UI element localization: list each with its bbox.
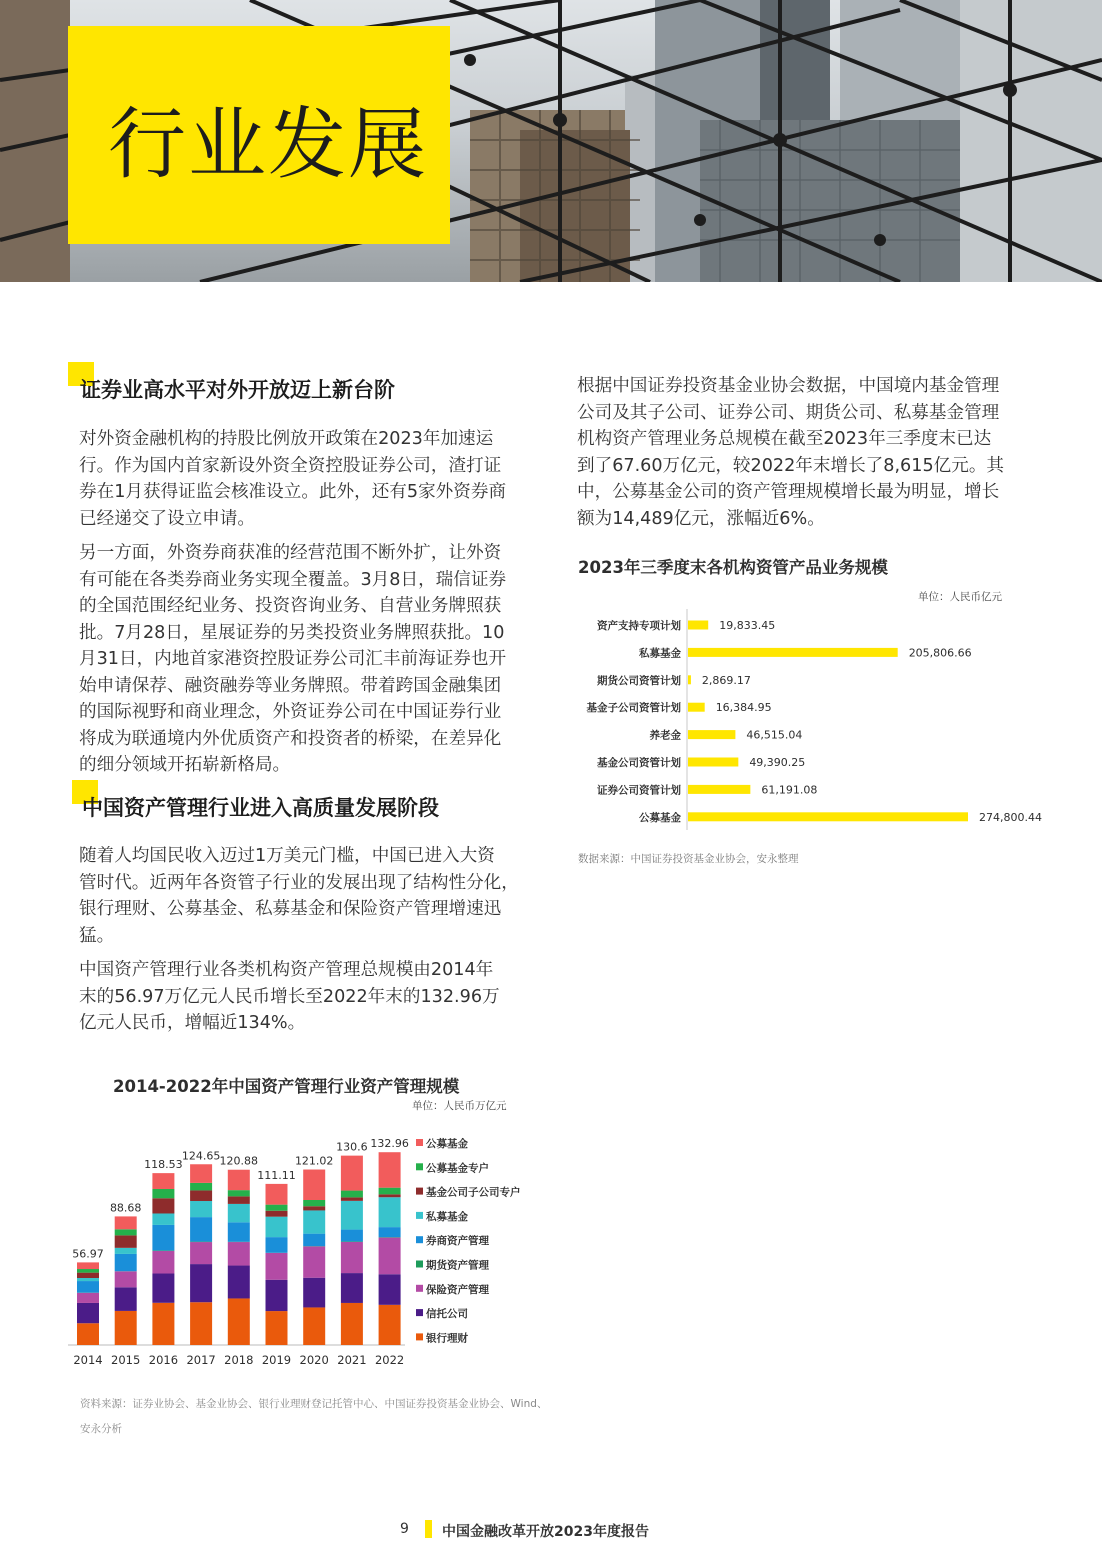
legend-label: 银行理财 bbox=[426, 1332, 468, 1345]
data-label: 49,390.25 bbox=[749, 756, 806, 769]
data-label: 46,515.04 bbox=[746, 728, 803, 742]
bar-segment bbox=[379, 1305, 401, 1345]
x-tick-label: 2016 bbox=[148, 1353, 179, 1367]
chart-unit: 单位：人民币万亿元 bbox=[412, 1100, 507, 1112]
bar-segment bbox=[190, 1302, 212, 1345]
bar-segment bbox=[190, 1201, 212, 1217]
bar-segment bbox=[190, 1190, 212, 1201]
bar-segment bbox=[341, 1303, 363, 1345]
text-line: 的细分领域开拓崭新格局。 bbox=[79, 755, 291, 775]
paragraph bbox=[79, 957, 539, 1037]
text-line: 根据中国证券投资基金业协会数据，中国境内基金管理 bbox=[577, 376, 1000, 396]
legend-swatch bbox=[416, 1309, 423, 1316]
text-line: 批。7月28日，星展证券的另类投资业务牌照获批。10 bbox=[79, 622, 505, 643]
text-line: 行。作为国内首家新设外资全资控股证券公司，渣打证 bbox=[79, 455, 502, 476]
x-tick-label: 2019 bbox=[261, 1353, 292, 1367]
bar-segment bbox=[228, 1170, 250, 1190]
bar-segment bbox=[152, 1274, 174, 1303]
bar-segment bbox=[228, 1222, 250, 1241]
text-line: 猛。 bbox=[79, 925, 115, 946]
bar-segment bbox=[115, 1271, 137, 1287]
footer-accent-bar bbox=[425, 1520, 432, 1538]
data-label: 16,384.95 bbox=[715, 701, 772, 715]
x-tick-label: 2015 bbox=[111, 1353, 141, 1367]
bar-segment bbox=[190, 1164, 212, 1183]
bar-segment bbox=[190, 1264, 212, 1302]
legend-label: 信托公司 bbox=[426, 1308, 468, 1321]
bar bbox=[688, 621, 708, 630]
bar-segment bbox=[266, 1237, 288, 1253]
chart-source: 资料来源：证券业协会、基金业协会、银行业理财登记托管中心、中国证券投资基金业协会、Wind、安永分析 bbox=[80, 1398, 548, 1435]
bar-segment bbox=[77, 1323, 99, 1345]
bar-segment bbox=[379, 1238, 401, 1275]
bar-segment bbox=[115, 1235, 137, 1247]
legend-swatch bbox=[416, 1285, 423, 1292]
bar bbox=[688, 675, 691, 684]
stacked-bar-chart bbox=[60, 1110, 540, 1380]
bar-segment bbox=[152, 1198, 174, 1213]
page-number: 9 bbox=[400, 1521, 409, 1537]
category-label: 基金子公司资管计划 bbox=[586, 702, 681, 715]
text-line: 管时代。近两年各资管子行业的发展出现了结构性分化， bbox=[79, 872, 519, 893]
text-line: 始申请保荐、融资融券等业务牌照。带着跨国金融集团 bbox=[79, 675, 502, 696]
x-tick-label: 2018 bbox=[224, 1353, 254, 1367]
bar-segment bbox=[266, 1211, 288, 1217]
category-label: 私募基金 bbox=[639, 647, 681, 660]
title-highlight-box bbox=[68, 26, 450, 244]
bar-segment bbox=[341, 1197, 363, 1200]
bar-segment bbox=[341, 1191, 363, 1198]
category-label: 资产支持专项计划 bbox=[597, 620, 681, 632]
bar-segment bbox=[379, 1188, 401, 1195]
total-label: 121.02 bbox=[294, 1154, 334, 1168]
hero-banner bbox=[0, 0, 1102, 282]
legend-label: 公募基金专户 bbox=[426, 1162, 489, 1175]
bar-segment bbox=[303, 1206, 325, 1210]
data-label: 205,806.66 bbox=[908, 646, 972, 660]
bar-segment bbox=[77, 1303, 99, 1323]
legend-swatch bbox=[416, 1261, 423, 1268]
bar-segment bbox=[190, 1242, 212, 1264]
bar-segment bbox=[228, 1196, 250, 1204]
bar-segment bbox=[266, 1184, 288, 1205]
bar bbox=[688, 785, 750, 794]
bar bbox=[688, 812, 968, 821]
bar-segment bbox=[341, 1156, 363, 1191]
bar-segment bbox=[152, 1303, 174, 1345]
bar-segment bbox=[77, 1293, 99, 1303]
data-label: 274,800.44 bbox=[979, 810, 1042, 824]
section-title-asset-management: 中国资产管理行业进入高质量发展阶段 bbox=[82, 796, 439, 820]
paragraph bbox=[79, 426, 531, 532]
text-line: 额为14,489亿元，涨幅近6%。 bbox=[577, 508, 825, 529]
total-label: 120.88 bbox=[219, 1154, 259, 1168]
text-line: 已经递交了设立申请。 bbox=[79, 508, 255, 529]
bar-segment bbox=[152, 1225, 174, 1251]
bar-segment bbox=[77, 1281, 99, 1293]
horizontal-bar-chart bbox=[560, 605, 1060, 835]
legend-swatch bbox=[416, 1188, 423, 1195]
category-label: 公募基金 bbox=[639, 811, 681, 824]
bar-segment bbox=[115, 1216, 137, 1229]
bar-segment bbox=[77, 1269, 99, 1273]
total-label: 88.68 bbox=[109, 1201, 142, 1215]
bar-segment bbox=[266, 1217, 288, 1237]
bar-segment bbox=[228, 1204, 250, 1222]
text-line: 将成为联通境内外优质资产和投资者的桥梁，在差异化 bbox=[79, 728, 502, 749]
chart-unit: 单位：人民币亿元 bbox=[918, 591, 1002, 603]
legend-swatch bbox=[416, 1139, 423, 1146]
category-label: 养老金 bbox=[649, 729, 681, 742]
bar bbox=[688, 648, 898, 657]
legend-label: 期货资产管理 bbox=[426, 1259, 489, 1272]
bar-segment bbox=[303, 1234, 325, 1246]
bar-segment bbox=[266, 1253, 288, 1280]
bar-segment bbox=[303, 1246, 325, 1277]
text-line: 随着人均国民收入迈过1万美元门槛，中国已进入大资 bbox=[79, 846, 495, 866]
bar-segment bbox=[379, 1194, 401, 1197]
bar-segment bbox=[379, 1227, 401, 1237]
text-line: 银行理财、公募基金、私募基金和保险资产管理增速迅 bbox=[79, 899, 502, 919]
bar-segment bbox=[228, 1242, 250, 1265]
bar-segment bbox=[77, 1262, 99, 1269]
bar bbox=[688, 703, 705, 712]
text-line: 的全国范围经纪业务、投资咨询业务、自营业务牌照获 bbox=[79, 596, 502, 616]
total-label: 111.11 bbox=[257, 1168, 296, 1182]
bar-segment bbox=[379, 1152, 401, 1187]
total-label: 118.53 bbox=[144, 1158, 183, 1172]
bar-segment bbox=[341, 1201, 363, 1230]
bar-segment bbox=[115, 1248, 137, 1254]
bar-segment bbox=[115, 1229, 137, 1235]
text-line: 末的56.97万亿元人民币增长至2022年末的132.96万 bbox=[79, 986, 500, 1007]
paragraph bbox=[79, 843, 539, 949]
x-tick-label: 2021 bbox=[337, 1353, 367, 1367]
bar-segment bbox=[341, 1273, 363, 1303]
text-line: 另一方面，外资券商获准的经营范围不断外扩，让外资 bbox=[79, 543, 502, 563]
paragraph bbox=[577, 373, 1029, 532]
bar-segment bbox=[115, 1254, 137, 1271]
x-tick-label: 2020 bbox=[299, 1353, 329, 1367]
text-line: 月31日，内地首家港资控股证券公司汇丰前海证券也开 bbox=[79, 649, 507, 669]
text-line: 公司及其子公司、证券公司、期货公司、私募基金管理 bbox=[577, 402, 1000, 423]
legend-label: 公募基金 bbox=[426, 1138, 468, 1150]
data-label: 2,869.17 bbox=[701, 673, 751, 687]
bar-segment bbox=[77, 1273, 99, 1278]
bar-segment bbox=[379, 1197, 401, 1227]
legend-swatch bbox=[416, 1212, 423, 1219]
page-title: 行业发展 bbox=[108, 100, 429, 190]
bar-segment bbox=[152, 1213, 174, 1224]
data-label: 19,833.45 bbox=[719, 619, 776, 632]
bar-segment bbox=[303, 1200, 325, 1206]
x-tick-label: 2022 bbox=[374, 1353, 405, 1367]
text-line: 的国际视野和商业理念，外资证券公司在中国证券行业 bbox=[79, 702, 502, 722]
bar-segment bbox=[115, 1311, 137, 1345]
bar-segment bbox=[190, 1217, 212, 1242]
chart-title: 2014-2022年中国资产管理行业资产管理规模 bbox=[113, 1077, 460, 1096]
bar-segment bbox=[303, 1307, 325, 1345]
text-line: 中国资产管理行业各类机构资产管理总规模由2014年 bbox=[79, 960, 494, 980]
chart-title: 2023年三季度末各机构资管产品业务规模 bbox=[578, 558, 888, 577]
bar-segment bbox=[228, 1190, 250, 1196]
total-label: 130.6 bbox=[336, 1140, 368, 1154]
bar-segment bbox=[152, 1189, 174, 1198]
bar-segment bbox=[115, 1287, 137, 1311]
chart-source: 数据来源：中国证券投资基金业协会，安永整理 bbox=[578, 853, 799, 865]
total-label: 124.65 bbox=[181, 1149, 221, 1163]
bar-segment bbox=[152, 1251, 174, 1274]
bar-segment bbox=[341, 1242, 363, 1273]
legend-swatch bbox=[416, 1236, 423, 1243]
legend-label: 券商资产管理 bbox=[426, 1235, 489, 1248]
bar-segment bbox=[77, 1278, 99, 1281]
text-line: 机构资产管理业务总规模在截至2023年三季度末已达 bbox=[577, 429, 992, 449]
bar-segment bbox=[152, 1173, 174, 1189]
total-label: 132.96 bbox=[370, 1137, 409, 1151]
x-tick-label: 2014 bbox=[73, 1353, 103, 1367]
bar-segment bbox=[379, 1274, 401, 1305]
report-title: 中国金融改革开放2023年度报告 bbox=[442, 1524, 649, 1540]
data-label: 61,191.08 bbox=[761, 783, 818, 797]
text-line: 到了67.60万亿元，较2022年末增长了8,615亿元。其 bbox=[577, 455, 1005, 476]
bar-segment bbox=[266, 1280, 288, 1311]
legend-label: 保险资产管理 bbox=[426, 1283, 489, 1296]
legend-swatch bbox=[416, 1333, 423, 1340]
text-line: 亿元人民币，增幅近134%。 bbox=[79, 1013, 306, 1033]
bar-segment bbox=[303, 1170, 325, 1200]
text-line: 对外资金融机构的持股比例放开政策在2023年加速运 bbox=[79, 429, 494, 449]
bar bbox=[688, 758, 738, 767]
category-label: 期货公司资管计划 bbox=[597, 674, 681, 687]
total-label: 56.97 bbox=[72, 1247, 104, 1261]
text-line: 中，公募基金公司的资产管理规模增长最为明显，增长 bbox=[577, 482, 1000, 502]
legend-label: 基金公司子公司专户 bbox=[426, 1186, 521, 1199]
x-tick-label: 2017 bbox=[186, 1353, 216, 1367]
bar bbox=[688, 730, 735, 739]
legend-swatch bbox=[416, 1163, 423, 1170]
bar-segment bbox=[303, 1210, 325, 1233]
bar-segment bbox=[228, 1266, 250, 1299]
text-line: 券在1月获得证监会核准设立。此外，还有5家外资券商 bbox=[79, 482, 507, 502]
bar-segment bbox=[303, 1278, 325, 1308]
bar-segment bbox=[266, 1205, 288, 1211]
bar-segment bbox=[341, 1230, 363, 1242]
section-title-securities: 证券业高水平对外开放迈上新台阶 bbox=[80, 378, 395, 402]
bar-segment bbox=[266, 1311, 288, 1345]
category-label: 基金公司资管计划 bbox=[597, 757, 681, 769]
text-line: 有可能在各类券商业务实现全覆盖。3月8日，瑞信证券 bbox=[79, 569, 507, 590]
category-label: 证券公司资管计划 bbox=[597, 784, 681, 797]
paragraph bbox=[79, 540, 531, 779]
legend-label: 私募基金 bbox=[426, 1210, 468, 1223]
bar-segment bbox=[228, 1298, 250, 1345]
bar-segment bbox=[190, 1183, 212, 1191]
